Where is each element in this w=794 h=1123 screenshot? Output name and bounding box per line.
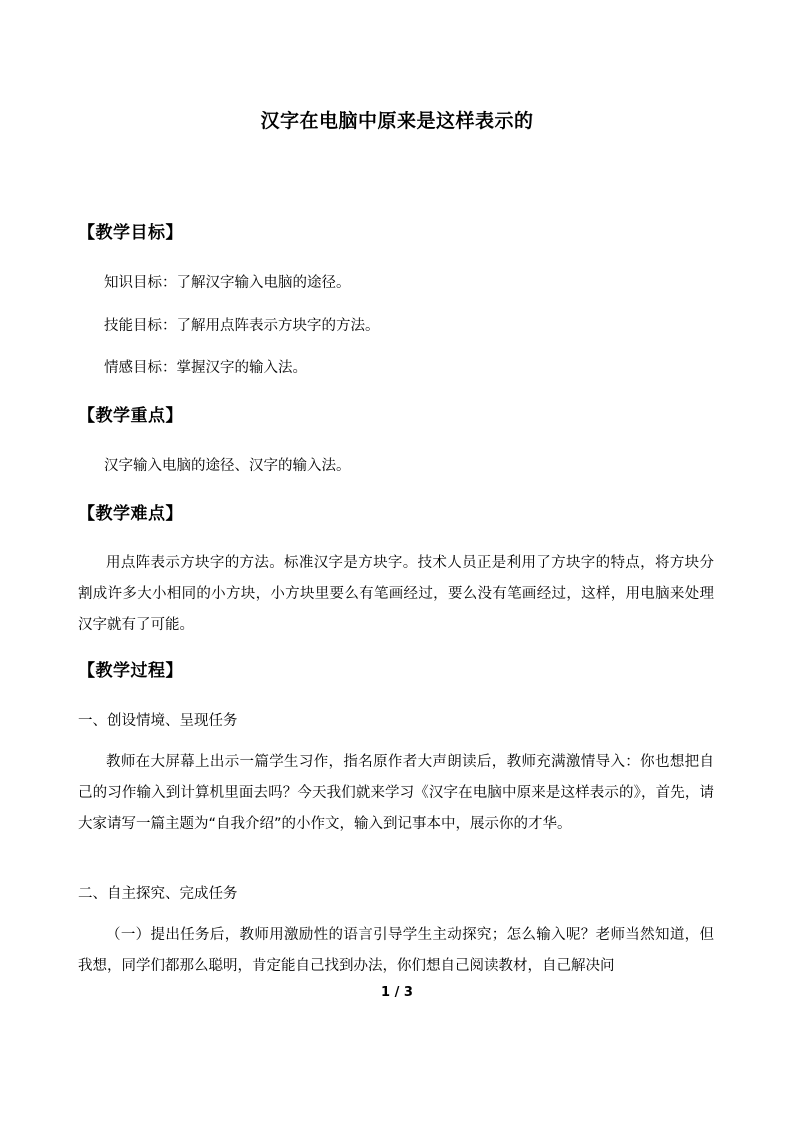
- key-points-text: 汉字输入电脑的途径、汉字的输入法。: [104, 458, 351, 474]
- process-step2-title: 二、自主探究、完成任务: [78, 886, 238, 902]
- objective-skill: 技能目标：了解用点阵表示方块字的方法。: [104, 318, 380, 334]
- heading-key-points: 【教学重点】: [78, 406, 183, 426]
- objective-knowledge: 知识目标：了解汉字输入电脑的途径。: [104, 275, 351, 291]
- process-step1-title: 一、创设情境、呈现任务: [78, 713, 238, 729]
- heading-difficulties: 【教学难点】: [78, 504, 183, 524]
- process-step2-text: （一）提出任务后，教师用激励性的语言引导学生主动探究；怎么输入呢？老师当然知道，但我想，同学们都那么聪明，肯定能自己找到办法，你们想自己阅读教材，自己解决问: [78, 927, 714, 974]
- difficulties-text: 用点阵表示方块字的方法。标准汉字是方块字。技术人员正是利用了方块字的特点，将方块分割成许多大小相同的小方块，小方块里要么有笔画经过，要么没有笔画经过，这样，用电脑来处理汉字就有了可能。: [78, 555, 714, 633]
- heading-process: 【教学过程】: [78, 661, 183, 681]
- document-title: 汉字在电脑中原来是这样表示的: [260, 110, 534, 132]
- process-step1-text: 教师在大屏幕上出示一篇学生习作，指名原作者大声朗读后，教师充满激情导入：你也想把自己的习作输入到计算机里面去吗？今天我们就来学习《汉字在电脑中原来是这样表示的》，首先，请大家请写一篇主题为“自我介绍”的小作文，输入到记事本中，展示你的才华。: [78, 754, 714, 832]
- objective-emotion: 情感目标：掌握汉字的输入法。: [104, 360, 307, 376]
- heading-objectives: 【教学目标】: [78, 223, 183, 243]
- page-number: 1 / 3: [381, 985, 413, 1000]
